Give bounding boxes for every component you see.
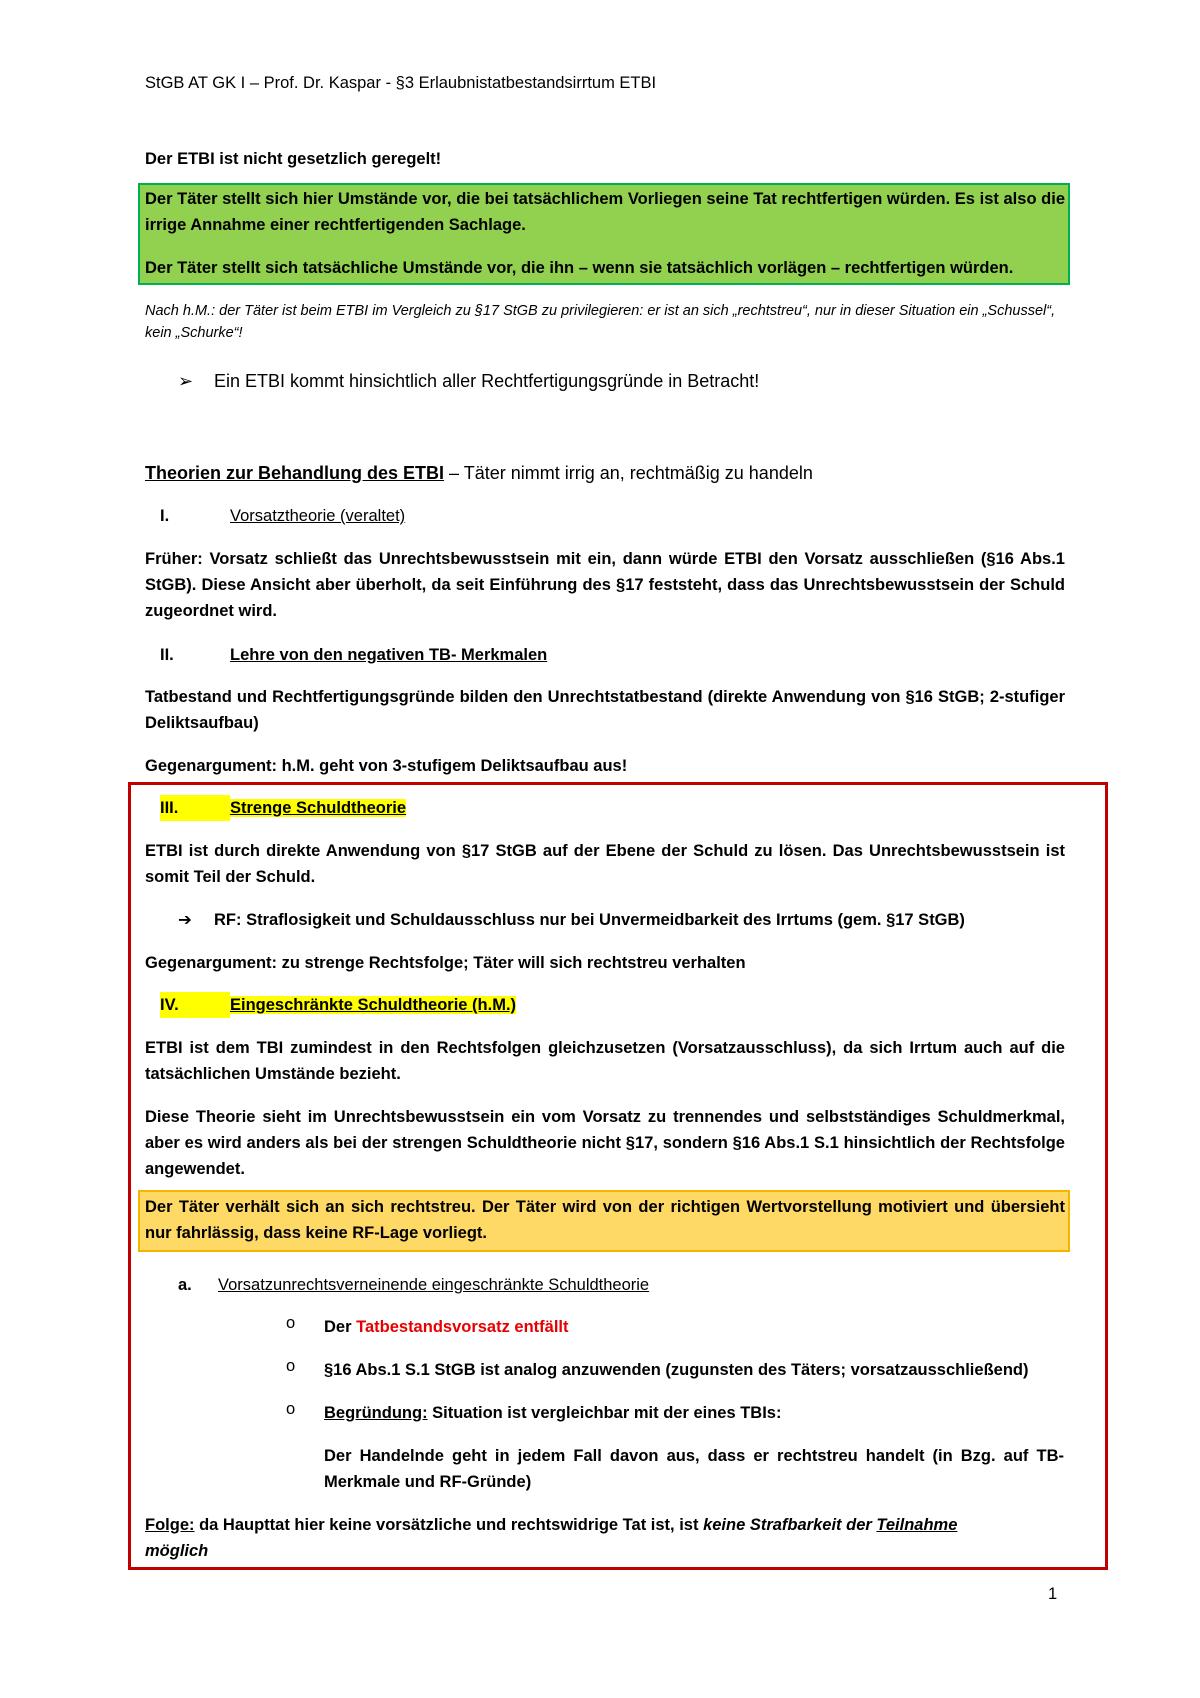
not-regulated-line: Der ETBI ist nicht gesetzlich geregelt! bbox=[145, 150, 442, 168]
theory-3-num: III. bbox=[160, 795, 230, 821]
theory-1-body: Früher: Vorsatz schließt das Unrechtsbewusstsein mit ein, dann würde ETBI den Vorsatz ausschließen (§16 Abs.1 StGB). Diese Ansicht aber überholt, da seit Einführung des §17 feststeht, dass das Unrechtsbewusstsein der Schuld zugeordnet wird. bbox=[145, 550, 1065, 620]
circle-bullet-icon: o bbox=[286, 1400, 296, 1418]
page-number: 1 bbox=[1048, 1585, 1058, 1603]
theory-3-title-line bbox=[160, 795, 1080, 821]
folge-italic-end: möglich bbox=[145, 1542, 209, 1560]
theory-4-body2: Diese Theorie sieht im Unrechtsbewusstsein ein vom Vorsatz zu trennendes und selbstständiges Schuldmerkmal, aber es wird anders als bei der strengen Schuldtheorie nicht §17, sondern §16 Abs.1 S.1 hinsichtlich der Rechtsfolge angewendet. bbox=[145, 1108, 1065, 1178]
theory-3-body: ETBI ist durch direkte Anwendung von §17 StGB auf der Ebene der Schuld zu lösen. Das Unrechtsbewusstsein ist somit Teil der Schuld. bbox=[145, 842, 1065, 886]
theory-4-title: Eingeschränkte Schuldtheorie (h.M.) bbox=[230, 996, 517, 1014]
hm-note: Nach h.M.: der Täter ist beim ETBI im Vergleich zu §17 StGB zu privilegieren: er ist an sich „rechtstreu“, nur in dieser Situation ein „Schussel“, kein „Schurke“! bbox=[145, 303, 1056, 341]
circle-bullet-icon: o bbox=[286, 1357, 296, 1375]
folge-text: da Haupttat hier keine vorsätzliche und rechtswidrige Tat ist, ist bbox=[194, 1516, 704, 1534]
sub-a-item-1-prefix: Der bbox=[324, 1318, 357, 1336]
sub-a-num: a. bbox=[178, 1276, 192, 1294]
folge-label: Folge: bbox=[145, 1516, 195, 1534]
green-definition-p2: Der Täter stellt sich tatsächliche Umstände vor, die ihn – wenn sie tatsächlich vorlägen – rechtfertigen würden. bbox=[145, 259, 1014, 277]
theory-4-num: IV. bbox=[160, 992, 230, 1018]
theories-heading-title: Theorien zur Behandlung des ETBI bbox=[145, 463, 445, 483]
theory-1-title-line bbox=[160, 503, 1080, 529]
theories-heading-suffix: – Täter nimmt irrig an, rechtmäßig zu handeln bbox=[444, 463, 813, 483]
folge-italic: keine Strafbarkeit der bbox=[703, 1516, 877, 1534]
folge-paragraph bbox=[145, 1512, 1065, 1564]
theory-2-title: Lehre von den negativen TB- Merkmalen bbox=[230, 646, 548, 664]
theory-3-rf-line bbox=[178, 907, 1058, 933]
theory-4-body1: ETBI ist dem TBI zumindest in den Rechtsfolgen gleichzusetzen (Vorsatzausschluss), da sich Irrtum auch auf die tatsächlichen Umstände bezieht. bbox=[145, 1039, 1065, 1083]
theory-2-title-line bbox=[160, 642, 1080, 668]
sub-a-item-3-text: Situation ist vergleichbar mit der eines TBIs: bbox=[427, 1404, 782, 1422]
theory-3-counter: Gegenargument: zu strenge Rechtsfolge; Täter will sich rechtstreu verhalten bbox=[145, 954, 746, 972]
sub-a-title-line bbox=[178, 1272, 1058, 1298]
theory-4-title-line bbox=[160, 992, 1080, 1018]
folge-italic-underlined: Teilnahme bbox=[876, 1516, 958, 1534]
page-header: StGB AT GK I – Prof. Dr. Kaspar - §3 Erlaubnistatbestandsirrtum ETBI bbox=[145, 74, 657, 92]
sub-a-item-3-label: Begründung: bbox=[324, 1404, 428, 1422]
theory-3-title: Strenge Schuldtheorie bbox=[230, 799, 407, 817]
sub-a-item-3 bbox=[324, 1400, 1064, 1426]
theory-1-title: Vorsatztheorie (veraltet) bbox=[230, 507, 406, 525]
intro-bullet bbox=[178, 368, 1058, 394]
sub-a-item-3-detail: Der Handelnde geht in jedem Fall davon aus, dass er rechtstreu handelt (in Bzg. auf TB-Merkmale und RF-Gründe) bbox=[324, 1447, 1064, 1491]
circle-bullet-icon: o bbox=[286, 1314, 296, 1332]
arrow-right-icon: ➔ bbox=[178, 911, 192, 929]
intro-bullet-text: Ein ETBI kommt hinsichtlich aller Rechtfertigungsgründe in Betracht! bbox=[214, 371, 760, 391]
theory-4-orange-note: Der Täter verhält sich an sich rechtstreu. Der Täter wird von der richtigen Wertvorstellung motiviert und übersieht nur fahrlässig, dass keine RF-Lage vorliegt. bbox=[145, 1198, 1065, 1242]
theory-2-num: II. bbox=[160, 646, 174, 664]
theory-3-rf: RF: Straflosigkeit und Schuldausschluss nur bei Unvermeidbarkeit des Irrtums (gem. §17 StGB) bbox=[214, 911, 965, 929]
sub-a-item-2: §16 Abs.1 S.1 StGB ist analog anzuwenden (zugunsten des Täters; vorsatzausschließend) bbox=[324, 1361, 1029, 1379]
theory-2-body: Tatbestand und Rechtfertigungsgründe bilden den Unrechtstatbestand (direkte Anwendung von §16 StGB; 2-stufiger Deliktsaufbau) bbox=[145, 688, 1065, 732]
sub-a-title: Vorsatzunrechtsverneinende eingeschränkte Schuldtheorie bbox=[218, 1276, 650, 1294]
sub-a-item-1-red: Tatbestandsvorsatz entfällt bbox=[356, 1318, 569, 1336]
theory-1-num: I. bbox=[160, 507, 170, 525]
green-definition-p1: Der Täter stellt sich hier Umstände vor, die bei tatsächlichem Vorliegen seine Tat rechtfertigen würden. Es ist also die irrige Annahme einer rechtfertigenden Sachlage. bbox=[145, 190, 1065, 234]
sub-a-item-1 bbox=[324, 1314, 1064, 1340]
theories-heading bbox=[145, 460, 1065, 486]
arrow-bullet-icon: ➢ bbox=[178, 371, 194, 391]
theory-2-counter: Gegenargument: h.M. geht von 3-stufigem Deliktsaufbau aus! bbox=[145, 757, 628, 775]
